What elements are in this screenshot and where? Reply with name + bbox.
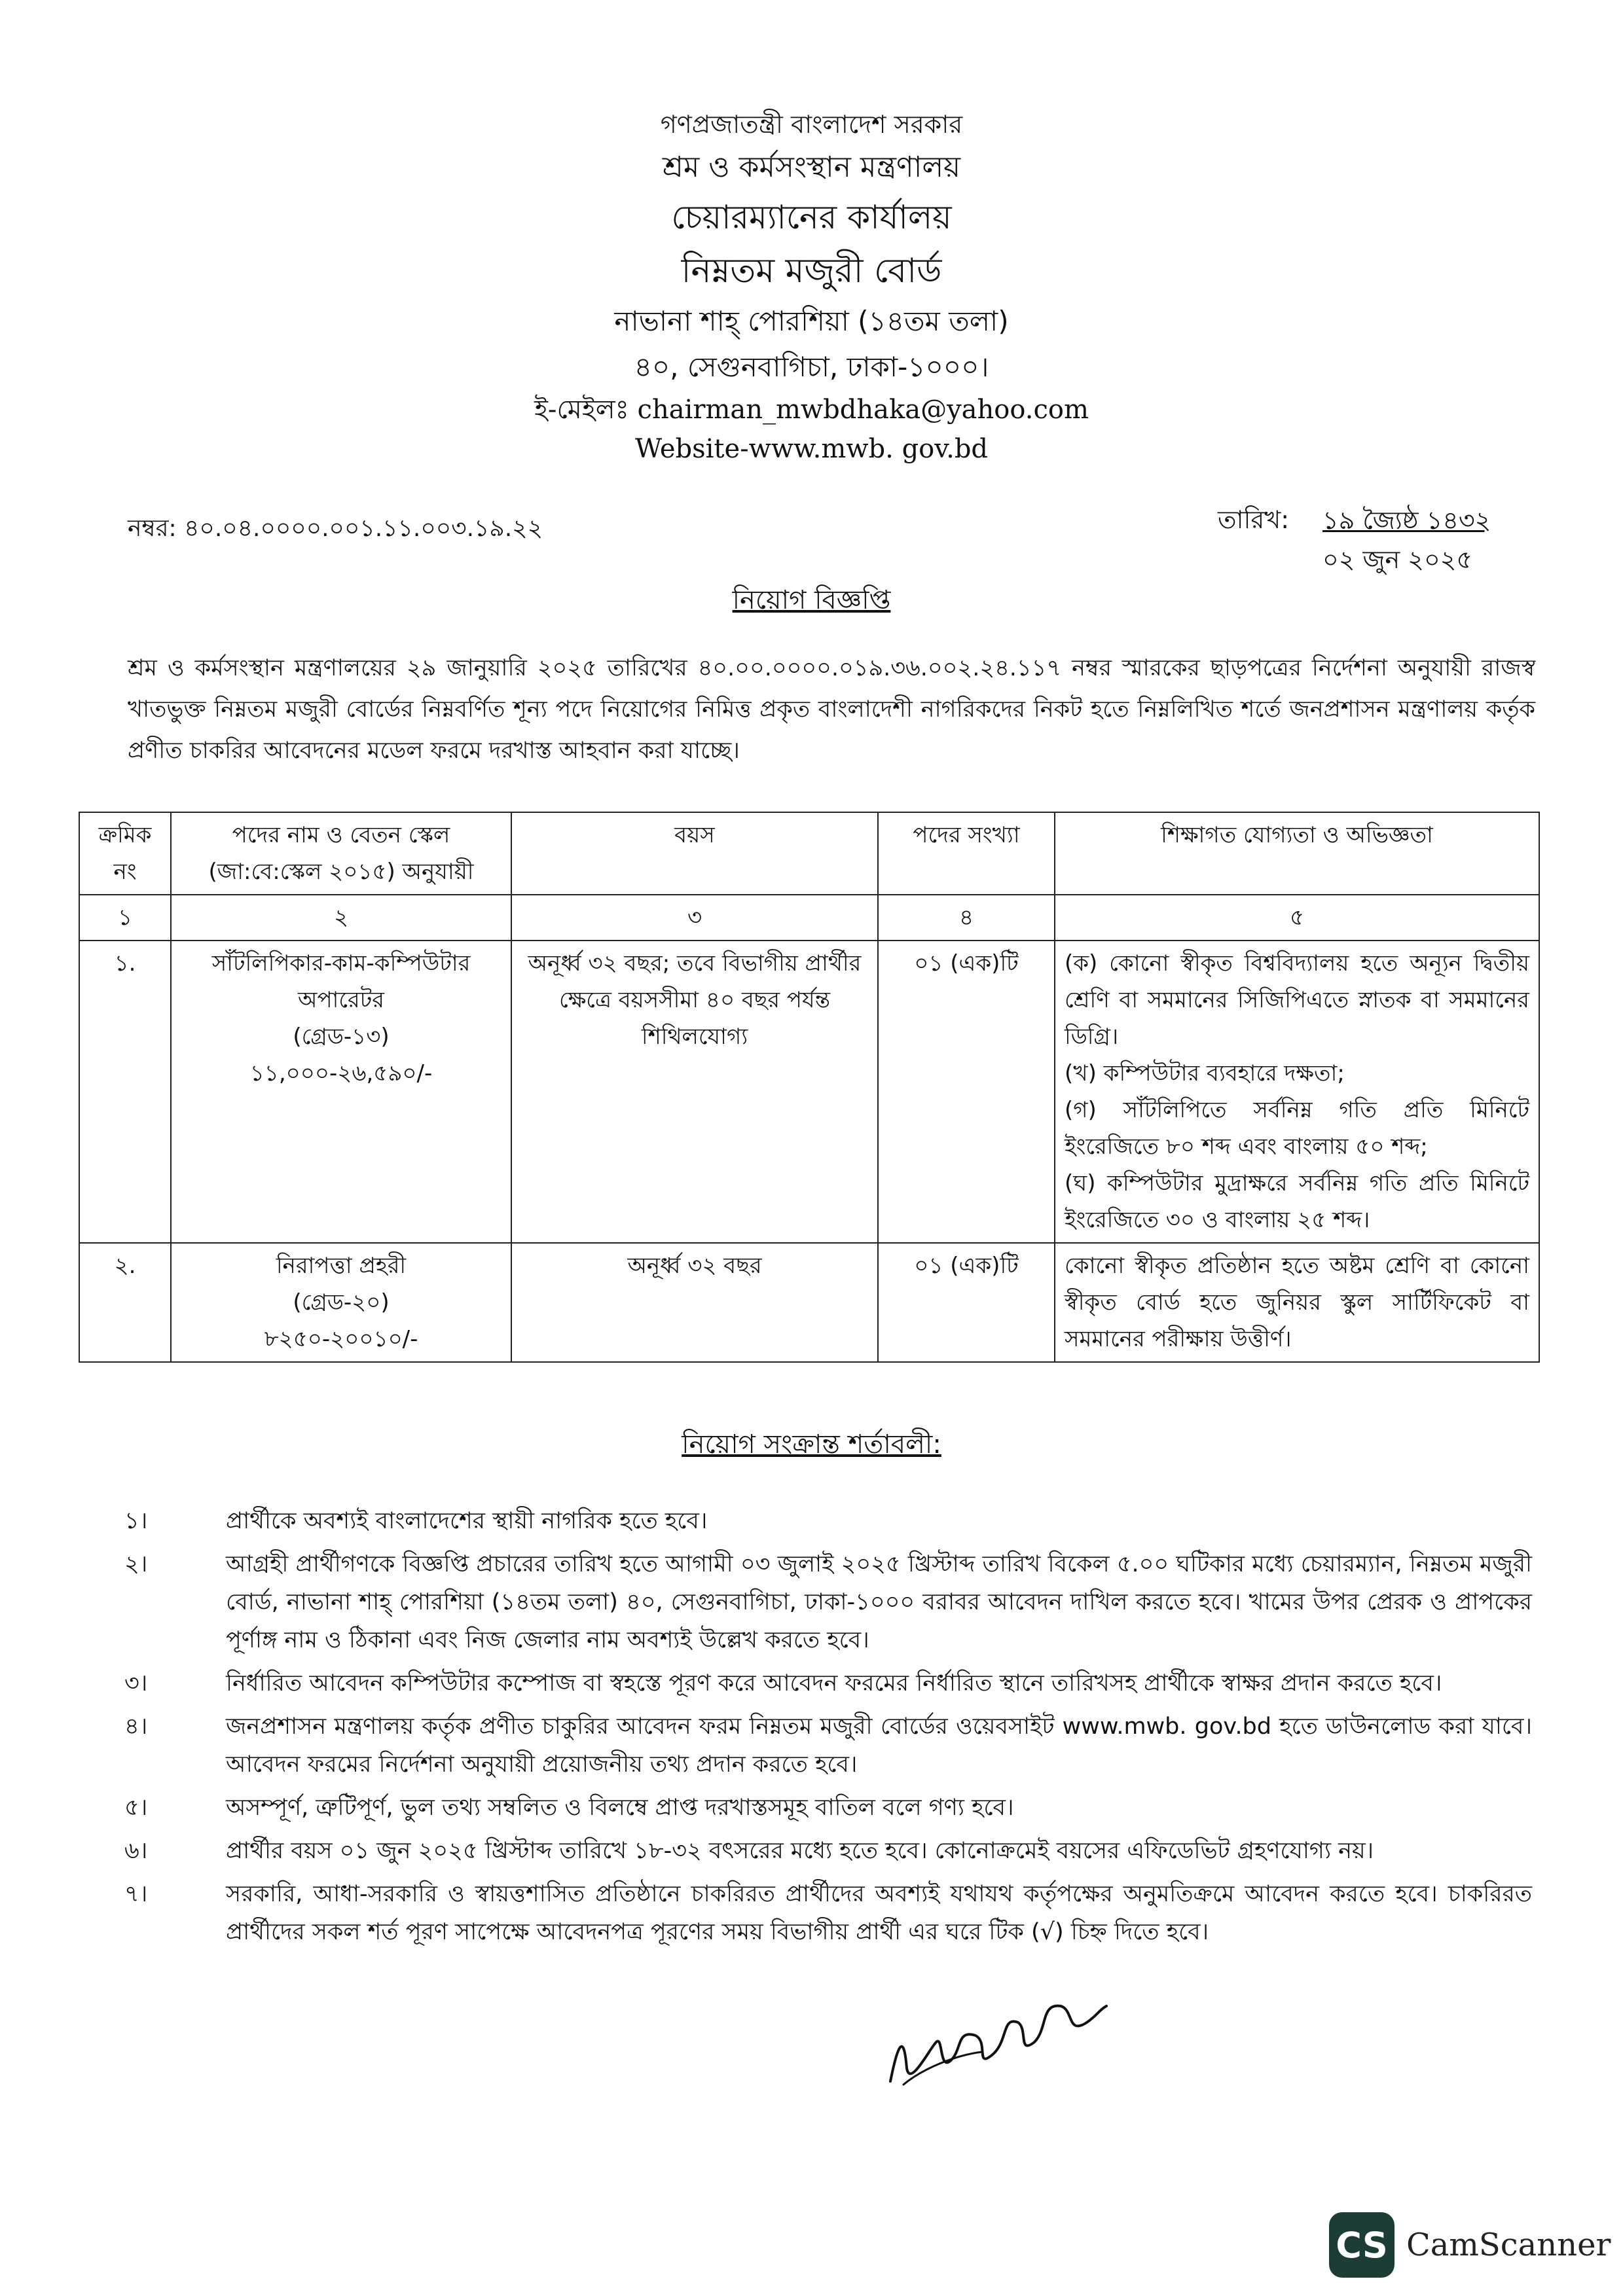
colnum: ২ bbox=[171, 895, 511, 941]
camscanner-logo-icon: CS bbox=[1329, 2212, 1395, 2278]
email-line: ই-মেইলঃ chairman_mwbdhaka@yahoo.com bbox=[534, 395, 1089, 425]
qualification-item: কোনো স্বীকৃত প্রতিষ্ঠান হতে অষ্টম শ্রেণি বা কোনো স্বীকৃত বোর্ড হতে জুনিয়র স্কুল সার্টিফিকেট বা সমমানের পরীক্ষায় উত্তীর্ণ। bbox=[1065, 1253, 1529, 1352]
row-serial: ১. bbox=[79, 941, 171, 1243]
header-age: বয়স bbox=[511, 812, 878, 895]
row-serial: ২. bbox=[79, 1243, 171, 1362]
board-name: নিম্নতম মজুরী বোর্ড bbox=[681, 251, 942, 291]
colnum: ৪ bbox=[878, 895, 1055, 941]
row-post bbox=[171, 1243, 511, 1362]
address-line-1: নাভানা শাহ্ পোরশিয়া (১৪তম তলা) bbox=[614, 305, 1009, 337]
condition-text: আগ্রহী প্রার্থীগণকে বিজ্ঞপ্তি প্রচারের তারিখ হতে আগামী ০৩ জুলাই ২০২৫ খ্রিস্টাব্দ তারিখ বিকেল ৫.০০ ঘটিকার মধ্যে চেয়ারম্যান, নিম্নতম মজুরী বোর্ড, নাভানা শাহ্ পোরশিয়া (১৪তম তলা) ৪০, সেগুনবাগিচা, ঢাকা-১০০০ বরাবর আবেদন দাখিল করতে হবে। খামের উপর প্রেরক ও প্রাপকের পূর্ণাঙ্গ নাম ও ঠিকানা এবং নিজ জেলার নাম অবশ্যই উল্লেখ করতে হবে। bbox=[226, 1551, 1532, 1653]
conditions-list bbox=[124, 1502, 1532, 1956]
post-grade: (গ্রেড-১৩) bbox=[293, 1024, 390, 1050]
table-row bbox=[79, 941, 1539, 1243]
post-name: নিরাপত্তা প্রহরী bbox=[276, 1253, 407, 1279]
condition-number: ৭। bbox=[124, 1881, 148, 1907]
camscanner-name: CamScanner bbox=[1406, 2227, 1611, 2263]
row-qualification bbox=[1055, 1243, 1539, 1362]
qualification-item: (ক) কোনো স্বীকৃত বিশ্ববিদ্যালয় হতে অন্যূন দ্বিতীয় শ্রেণি বা সমমানের সিজিপিএতে স্নাতক বা সমমানের ডিগ্রি। bbox=[1065, 950, 1529, 1050]
list-item bbox=[124, 1789, 1532, 1827]
condition-number: ২। bbox=[124, 1551, 148, 1577]
header-qualification: শিক্ষাগত যোগ্যতা ও অভিজ্ঞতা bbox=[1055, 812, 1539, 895]
row-count: ০১ (এক)টি bbox=[878, 1243, 1055, 1362]
letterhead bbox=[0, 105, 1623, 469]
post-name: সাঁটলিপিকার-কাম-কম্পিউটার অপারেটর bbox=[211, 950, 471, 1013]
condition-text: প্রার্থীকে অবশ্যই বাংলাদেশের স্থায়ী নাগরিক হতে হবে। bbox=[226, 1508, 708, 1534]
date-english: ০২ জুন ২০২৫ bbox=[1322, 545, 1473, 574]
vacancy-table bbox=[79, 812, 1540, 1363]
camscanner-watermark bbox=[1329, 2212, 1611, 2278]
condition-text: জনপ্রশাসন মন্ত্রণালয় কর্তৃক প্রণীত চাকুরির আবেদন ফরম নিম্নতম মজুরী বোর্ডের ওয়েবসাইট www.mwb. gov.bd হতে ডাউনলোড করা যাবে। আবেদন ফরমের নির্দেশনা অনুযায়ী প্রয়োজনীয় তথ্য প্রদান করতে হবে। bbox=[226, 1713, 1532, 1778]
website-line: Website-www.mwb. gov.bd bbox=[634, 434, 989, 464]
colnum: ১ bbox=[79, 895, 171, 941]
post-scale: ৮২৫০-২০০১০/- bbox=[264, 1326, 418, 1352]
list-item bbox=[124, 1664, 1532, 1702]
condition-text: অসম্পূর্ণ, ত্রুটিপূর্ণ, ভুল তথ্য সম্বলিত ও বিলম্বে প্রাপ্ত দরখাস্তসমূহ বাতিল বলে গণ্য হবে। bbox=[226, 1795, 1014, 1821]
row-count: ০১ (এক)টি bbox=[878, 941, 1055, 1243]
row-age: অনূর্ধ্ব ৩২ বছর; তবে বিভাগীয় প্রার্থীর ক্ষেত্রে বয়সসীমা ৪০ বছর পর্যন্ত শিথিলযোগ্য bbox=[511, 941, 878, 1243]
post-grade: (গ্রেড-২০) bbox=[293, 1289, 390, 1316]
condition-number: ৬। bbox=[124, 1838, 148, 1864]
office-name: চেয়ারম্যানের কার্যালয় bbox=[671, 198, 952, 236]
row-post bbox=[171, 941, 511, 1243]
date-label: তারিখ: bbox=[1218, 505, 1290, 534]
address-line-2: ৪০, সেগুনবাগিচা, ঢাকা-১০০০। bbox=[634, 351, 989, 383]
date-block bbox=[1322, 501, 1491, 579]
row-age: অনূর্ধ্ব ৩২ বছর bbox=[511, 1243, 878, 1362]
list-item bbox=[124, 1502, 1532, 1540]
table-row bbox=[79, 1243, 1539, 1362]
condition-text: নির্ধারিত আবেদন কম্পিউটার কম্পোজ বা স্বহস্তে পূরণ করে আবেদন ফরমের নির্ধারিত স্থানে তারিখসহ প্রার্থীকে স্বাক্ষর প্রদান করতে হবে। bbox=[226, 1670, 1442, 1696]
post-scale: ১১,০০০-২৬,৫৯০/- bbox=[249, 1060, 433, 1086]
condition-number: ৩। bbox=[124, 1670, 148, 1696]
qualification-item: (খ) কম্পিউটার ব্যবহারে দক্ষতা; bbox=[1065, 1060, 1345, 1086]
date-bangla: ১৯ জ্যৈষ্ঠ ১৪৩২ bbox=[1322, 506, 1491, 535]
condition-text: সরকারি, আধা-সরকারি ও স্বায়ত্তশাসিত প্রতিষ্ঠানে চাকরিরত প্রার্থীদের অবশ্যই যথাযথ কর্তৃপক্ষের অনুমতিক্রমে আবেদন করতে হবে। চাকরিরত প্রার্থীদের সকল শর্ত পূরণ সাপেক্ষে আবেদনপত্র পূরণের সময় বিভাগীয় প্রার্থী এর ঘরে টিক (√) চিহ্ন দিতে হবে। bbox=[226, 1881, 1532, 1945]
condition-text: প্রার্থীর বয়স ০১ জুন ২০২৫ খ্রিস্টাব্দ তারিখে ১৮-৩২ বৎসরের মধ্যে হতে হবে। কোনোক্রমেই বয়সের এফিডেভিট গ্রহণযোগ্য নয়। bbox=[226, 1838, 1374, 1864]
condition-number: ৫। bbox=[124, 1795, 148, 1821]
table-colnum-row bbox=[79, 895, 1539, 941]
list-item bbox=[124, 1875, 1532, 1951]
intro-paragraph: শ্রম ও কর্মসংস্থান মন্ত্রণালয়ের ২৯ জানুয়ারি ২০২৫ তারিখের ৪০.০০.০০০০.০১৯.৩৬.০০২.২৪.১১৭ নম্বর স্মারকের ছাড়পত্রের নির্দেশনা অনুযায়ী রাজস্ব খাতভুক্ত নিম্নতম মজুরী বোর্ডের নিম্নবর্ণিত শূন্য পদে নিয়োগের নিমিত্ত প্রকৃত বাংলাদেশী নাগরিকদের নিকট হতে নিম্নলিখিত শর্তে জনপ্রশাসন মন্ত্রণালয় কর্তৃক প্রণীত চাকরির আবেদনের মডেল ফরমে দরখাস্ত আহবান করা যাচ্ছে। bbox=[128, 655, 1535, 764]
list-item bbox=[124, 1545, 1532, 1659]
conditions-title: নিয়োগ সংক্রান্ত শর্তাবলী: bbox=[682, 1429, 941, 1460]
ministry-name: শ্রম ও কর্মসংস্থান মন্ত্রণালয় bbox=[662, 151, 961, 184]
condition-number: ৪। bbox=[124, 1713, 148, 1740]
header-count: পদের সংখ্যা bbox=[878, 812, 1055, 895]
notice-title: নিয়োগ বিজ্ঞপ্তি bbox=[732, 585, 891, 615]
qualification-item: (গ) সাঁটলিপিতে সর্বনিম্ন গতি প্রতি মিনিটে ইংরেজিতে ৮০ শব্দ এবং বাংলায় ৫০ শব্দ; bbox=[1065, 1097, 1529, 1160]
table-header-row bbox=[79, 812, 1539, 895]
list-item bbox=[124, 1832, 1532, 1870]
row-qualification bbox=[1055, 941, 1539, 1243]
colnum: ৫ bbox=[1055, 895, 1539, 941]
colnum: ৩ bbox=[511, 895, 878, 941]
govt-name: গণপ্রজাতন্ত্রী বাংলাদেশ সরকার bbox=[660, 110, 963, 139]
qualification-item: (ঘ) কম্পিউটার মুদ্রাক্ষরে সর্বনিম্ন গতি প্রতি মিনিটে ইংরেজিতে ৩০ ও বাংলায় ২৫ শব্দ। bbox=[1065, 1170, 1529, 1233]
header-post: পদের নাম ও বেতন স্কেল (জা:বে:স্কেল ২০১৫) অনুযায়ী bbox=[171, 812, 511, 895]
header-serial: ক্রমিক নং bbox=[79, 812, 171, 895]
condition-number: ১। bbox=[124, 1508, 148, 1534]
memo-number: নম্বর: ৪০.০৪.০০০০.০০১.১১.০০৩.১৯.২২ bbox=[128, 515, 543, 542]
signature-icon bbox=[877, 1970, 1113, 2101]
list-item bbox=[124, 1708, 1532, 1784]
